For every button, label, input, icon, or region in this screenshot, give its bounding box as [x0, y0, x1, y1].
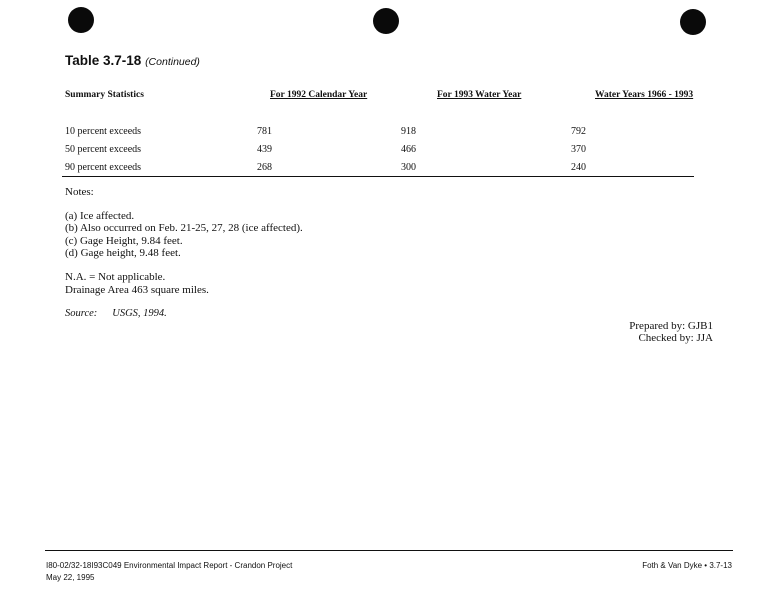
row-label-10-percent: 10 percent exceeds: [65, 126, 142, 137]
table-number: Table 3.7-18: [65, 53, 142, 68]
table-continued-label: (Continued): [145, 56, 200, 68]
cell-50-percent-1966-1993: 370: [571, 144, 586, 155]
header-1992-calendar-year: For 1992 Calendar Year: [270, 90, 368, 100]
header-1993-water-year: For 1993 Water Year: [437, 90, 522, 100]
na-note: N.A. = Not applicable.: [65, 271, 166, 283]
source-value: USGS, 1994.: [112, 308, 167, 319]
checked-by: Checked by: JJA: [638, 332, 713, 344]
binder-hole-center: [373, 8, 399, 34]
note-a: (a) Ice affected.: [65, 210, 135, 222]
cell-10-percent-1992: 781: [257, 126, 272, 137]
header-summary-statistics: Summary Statistics: [65, 90, 144, 100]
binder-hole-left: [68, 7, 94, 33]
table-title: [65, 53, 200, 68]
note-c: (c) Gage Height, 9.84 feet.: [65, 235, 183, 247]
cell-90-percent-1966-1993: 240: [571, 162, 586, 173]
cell-10-percent-1966-1993: 792: [571, 126, 586, 137]
source-label: Source:: [65, 308, 98, 319]
cell-10-percent-1993: 918: [401, 126, 416, 137]
binder-hole-right: [680, 9, 706, 35]
cell-90-percent-1993: 300: [401, 162, 416, 173]
prepared-by: Prepared by: GJB1: [629, 320, 713, 332]
row-label-50-percent: 50 percent exceeds: [65, 144, 142, 155]
footer-date: May 22, 1995: [46, 573, 95, 582]
note-d: (d) Gage height, 9.48 feet.: [65, 247, 181, 259]
note-b: (b) Also occurred on Feb. 21-25, 27, 28 (ice affected).: [65, 222, 303, 234]
cell-50-percent-1993: 466: [401, 144, 416, 155]
footer-rule: [45, 550, 733, 551]
header-water-years-1966-1993: Water Years 1966 - 1993: [595, 90, 694, 100]
cell-90-percent-1992: 268: [257, 162, 272, 173]
table-bottom-rule: [62, 176, 694, 177]
footer-document-id: I80-02/32-18I93C049 Environmental Impact Report - Crandon Project: [46, 561, 293, 570]
notes-heading: Notes:: [65, 186, 94, 198]
drainage-area-note: Drainage Area 463 square miles.: [65, 284, 209, 296]
cell-50-percent-1992: 439: [257, 144, 272, 155]
source-line: [65, 308, 167, 319]
footer-page-number: Foth & Van Dyke • 3.7-13: [642, 561, 732, 570]
row-label-90-percent: 90 percent exceeds: [65, 162, 142, 173]
